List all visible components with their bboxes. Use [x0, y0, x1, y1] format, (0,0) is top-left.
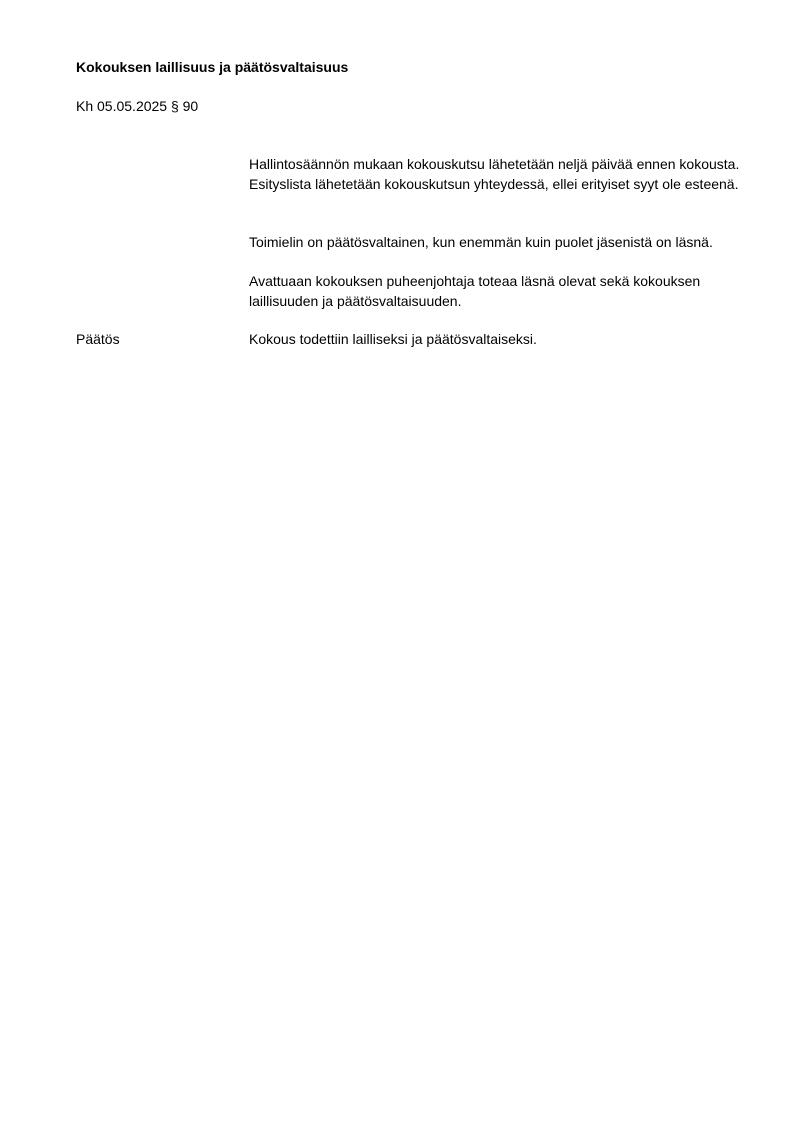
paragraph-meeting-invitation: Hallintosäännön mukaan kokouskutsu lähetetään neljä päivää ennen kokousta. Esityslista lähetetään kokouskutsun yhteydessä, ellei erityiset syyt ole esteenä. [249, 156, 740, 192]
decision-text: Kokous todettiin lailliseksi ja päätösvaltaiseksi. [249, 331, 537, 347]
decision-label: Päätös [76, 331, 120, 347]
meeting-reference: Kh 05.05.2025 § 90 [76, 98, 199, 114]
paragraph-quorum: Toimielin on päätösvaltainen, kun enemmän kuin puolet jäsenistä on läsnä. [249, 234, 713, 250]
page-title: Kokouksen laillisuus ja päätösvaltaisuus [76, 59, 349, 75]
paragraph-chair-opening: Avattuaan kokouksen puheenjohtaja toteaa läsnä olevat sekä kokouksen laillisuuden ja päätösvaltaisuuden. [249, 273, 701, 309]
